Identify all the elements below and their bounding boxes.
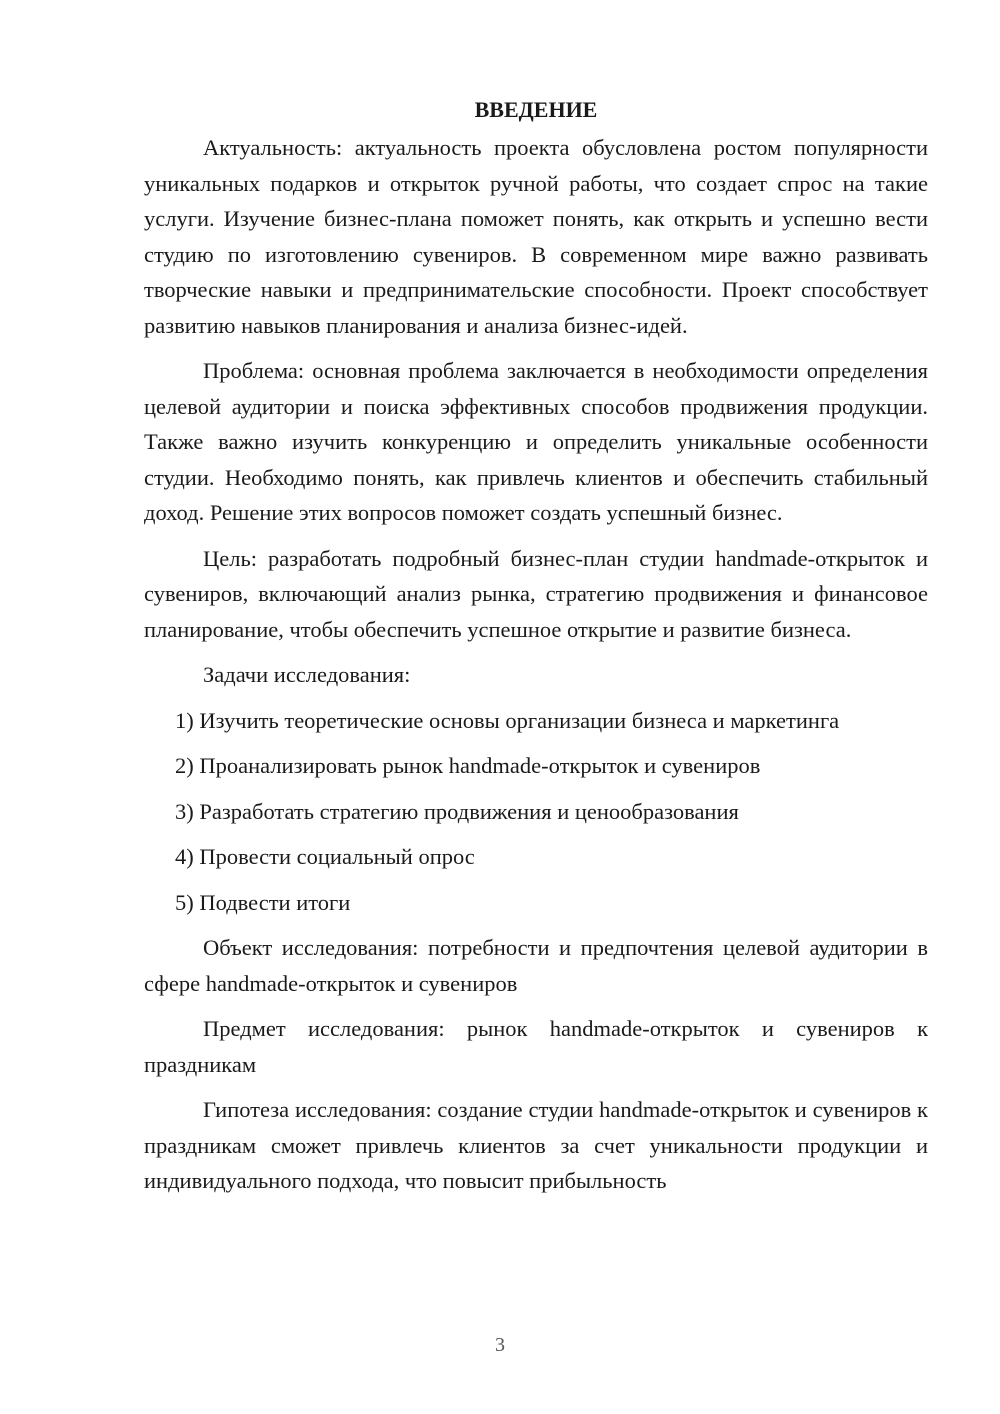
task-item: 5) Подвести итоги <box>175 889 351 915</box>
page-content <box>144 92 928 1209</box>
paragraph-relevance: Актуальность: актуальность проекта обусловлена ростом популярности уникальных подарков и открыток ручной работы, что создает спрос на такие услуги. Изучение бизнес-плана поможет понять, как открыть и успешно вести студию по изготовлению сувениров. В современном мире важно развивать творческие навыки и предпринимательские способности. Проект способствует развитию навыков планирования и анализа бизнес-идей. <box>144 135 928 338</box>
section-title: ВВЕДЕНИЕ <box>474 97 598 122</box>
task-list <box>144 703 928 921</box>
paragraph-problem: Проблема: основная проблема заключается в необходимости определения целевой аудитории и поиска эффективных способов продвижения продукции. Также важно изучить конкуренцию и определить уникальные особенности студии. Необходимо понять, как привлечь клиентов и обеспечить стабильный доход. Решение этих вопросов поможет создать успешный бизнес. <box>144 358 928 525</box>
page-number: 3 <box>495 1334 505 1356</box>
paragraph-subject: Предмет исследования: рынок handmade-открыток и сувениров к праздникам <box>144 1016 928 1077</box>
task-item: 1) Изучить теоретические основы организации бизнеса и маркетинга <box>175 707 840 733</box>
paragraph-object: Объект исследования: потребности и предпочтения целевой аудитории в сфере handmade-открыток и сувениров <box>144 935 928 996</box>
paragraph-goal: Цель: разработать подробный бизнес-план студии handmade-открыток и сувениров, включающий анализ рынка, стратегию продвижения и финансовое планирование, чтобы обеспечить успешное открытие и развитие бизнеса. <box>144 545 928 642</box>
task-item: 4) Провести социальный опрос <box>175 844 475 869</box>
task-item: 2) Проанализировать рынок handmade-открыток и сувениров <box>175 753 761 778</box>
tasks-heading: Задачи исследования: <box>203 662 411 687</box>
paragraph-hypothesis: Гипотеза исследования: создание студии handmade-открыток и сувениров к праздникам сможет привлечь клиентов за счет уникальности продукции и индивидуального подхода, что повысит прибыльность <box>144 1097 928 1193</box>
task-item: 3) Разработать стратегию продвижения и ценообразования <box>175 798 739 824</box>
